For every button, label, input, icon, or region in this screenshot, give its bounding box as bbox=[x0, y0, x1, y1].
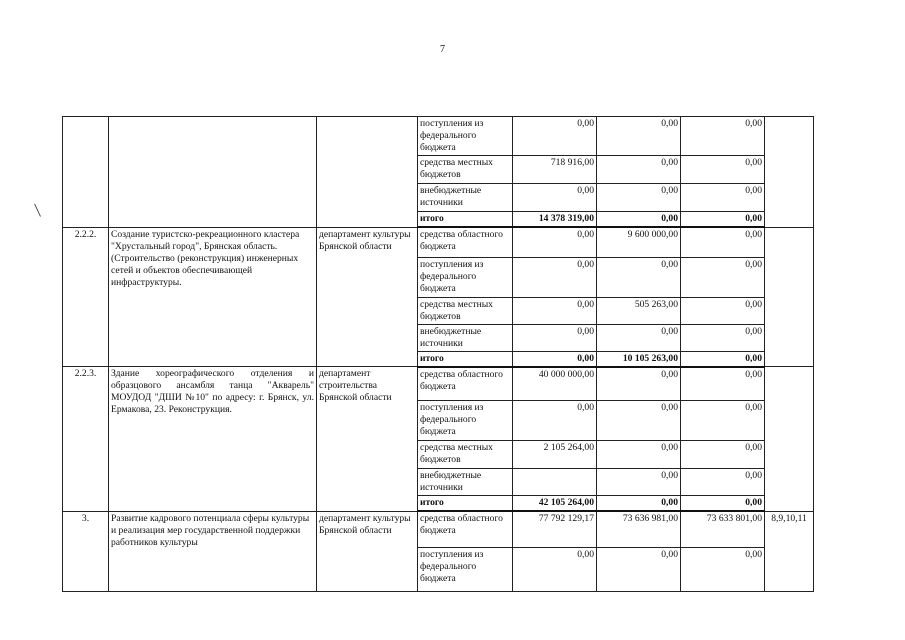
cell-value: 0,00 bbox=[597, 469, 681, 496]
cell-num: 3. bbox=[63, 511, 109, 591]
cell-value: 0,00 bbox=[597, 496, 681, 512]
cell-value: 9 600 000,00 bbox=[597, 227, 681, 257]
cell-value: 0,00 bbox=[681, 469, 765, 496]
cell-value: 0,00 bbox=[597, 212, 681, 228]
budget-table bbox=[62, 116, 814, 592]
cell-source: средства местных бюджетов bbox=[418, 297, 513, 324]
cell-value: 2 105 264,00 bbox=[513, 441, 597, 469]
cell-value: 0,00 bbox=[513, 297, 597, 324]
cell-value: 0,00 bbox=[597, 324, 681, 351]
cell-value: 14 378 319,00 bbox=[513, 212, 597, 228]
cell-source: поступления из федерального бюджета bbox=[418, 547, 513, 591]
table-row bbox=[63, 511, 814, 547]
cell-value: 0,00 bbox=[513, 401, 597, 441]
cell-value: 0,00 bbox=[681, 441, 765, 469]
cell-value: 73 633 801,00 bbox=[681, 511, 765, 547]
cell-value: 0,00 bbox=[513, 184, 597, 212]
cell-value: 0,00 bbox=[597, 441, 681, 469]
cell-value: 0,00 bbox=[597, 117, 681, 156]
cell-value: 0,00 bbox=[681, 156, 765, 184]
cell-value: 0,00 bbox=[681, 297, 765, 324]
cell-value: 0,00 bbox=[681, 257, 765, 297]
cell-executor: департамент культуры Брянской области bbox=[317, 511, 418, 591]
cell-source: средства местных бюджетов bbox=[418, 156, 513, 184]
cell-source: итого bbox=[418, 212, 513, 228]
page-number: 7 bbox=[440, 44, 445, 55]
cell-value: 0,00 bbox=[681, 212, 765, 228]
cell-value: 0,00 bbox=[597, 401, 681, 441]
cell-value: 42 105 264,00 bbox=[513, 496, 597, 512]
cell-value: 0,00 bbox=[597, 257, 681, 297]
cell-value: 0,00 bbox=[513, 324, 597, 351]
cell-name: Развитие кадрового потенциала сферы культуры и реализация мер государственной поддержки работников культуры bbox=[109, 511, 317, 591]
cell-source: средства областного бюджета bbox=[418, 367, 513, 401]
cell-value: 77 792 129,17 bbox=[513, 511, 597, 547]
cell-source: средства областного бюджета bbox=[418, 511, 513, 547]
cell-source: внебюджетные источники bbox=[418, 469, 513, 496]
cell-executor bbox=[317, 117, 418, 228]
table-row bbox=[63, 227, 814, 257]
cell-name: Создание туристско-рекреационного кластера "Хрустальный город", Брянская область. (Строительство (реконструкция) инженерных сетей и объектов обеспечивающей инфраструктуры. bbox=[109, 227, 317, 367]
cell-value: 0,00 bbox=[681, 367, 765, 401]
cell-value: 10 105 263,00 bbox=[597, 351, 681, 367]
cell-value: 505 263,00 bbox=[597, 297, 681, 324]
cell-value: 0,00 bbox=[597, 184, 681, 212]
cell-value: 73 636 981,00 bbox=[597, 511, 681, 547]
cell-value: 0,00 bbox=[681, 184, 765, 212]
cell-num: 2.2.2. bbox=[63, 227, 109, 367]
cell-executor: департамент строительства Брянской области bbox=[317, 367, 418, 512]
cell-value: 0,00 bbox=[597, 547, 681, 591]
cell-name: Здание хореографического отделения и образцового ансамбля танца "Акварель" МОУДОД "ДШИ №10" по адресу: г. Брянск, ул. Ермакова, 23. Реконструкция. bbox=[109, 367, 317, 512]
cell-value bbox=[513, 469, 597, 496]
cell-value: 0,00 bbox=[513, 257, 597, 297]
cell-source: средства местных бюджетов bbox=[418, 441, 513, 469]
cell-value: 0,00 bbox=[597, 156, 681, 184]
cell-value: 0,00 bbox=[681, 227, 765, 257]
cell-source: внебюджетные источники bbox=[418, 184, 513, 212]
cell-value: 0,00 bbox=[513, 351, 597, 367]
cell-source: итого bbox=[418, 351, 513, 367]
cell-source: итого bbox=[418, 496, 513, 512]
cell-num bbox=[63, 117, 109, 228]
cell-value: 0,00 bbox=[513, 227, 597, 257]
cell-value: 0,00 bbox=[681, 324, 765, 351]
cell-value: 0,00 bbox=[681, 547, 765, 591]
cell-indicators bbox=[765, 117, 814, 228]
cell-value: 0,00 bbox=[513, 117, 597, 156]
cell-value: 0,00 bbox=[681, 351, 765, 367]
cell-value: 0,00 bbox=[597, 367, 681, 401]
cell-indicators bbox=[765, 367, 814, 512]
cell-num: 2.2.3. bbox=[63, 367, 109, 512]
cell-source: внебюджетные источники bbox=[418, 324, 513, 351]
cell-executor: департамент культуры Брянской области bbox=[317, 227, 418, 367]
cell-source: поступления из федерального бюджета bbox=[418, 401, 513, 441]
cell-value: 40 000 000,00 bbox=[513, 367, 597, 401]
cell-source: поступления из федерального бюджета bbox=[418, 117, 513, 156]
cell-source: поступления из федерального бюджета bbox=[418, 257, 513, 297]
cell-source: средства областного бюджета bbox=[418, 227, 513, 257]
cell-indicators: 8,9,10,11 bbox=[765, 511, 814, 591]
cell-value: 0,00 bbox=[513, 547, 597, 591]
cell-value: 0,00 bbox=[681, 496, 765, 512]
cell-name bbox=[109, 117, 317, 228]
cell-value: 0,00 bbox=[681, 401, 765, 441]
cell-indicators bbox=[765, 227, 814, 367]
cell-value: 718 916,00 bbox=[513, 156, 597, 184]
cell-value: 0,00 bbox=[681, 117, 765, 156]
scan-mark bbox=[34, 203, 42, 217]
table-row bbox=[63, 117, 814, 156]
table-row bbox=[63, 367, 814, 401]
